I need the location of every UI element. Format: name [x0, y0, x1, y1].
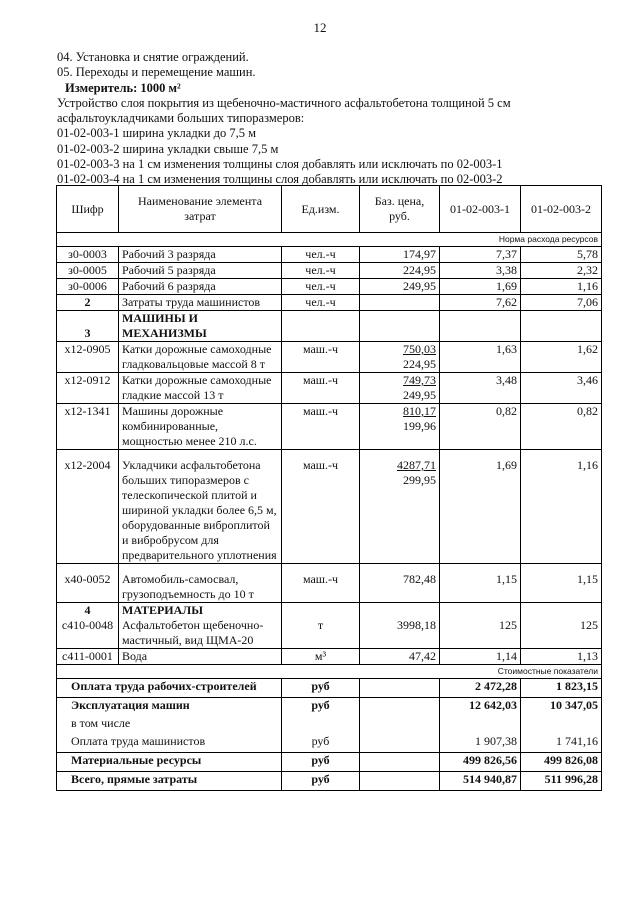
section-row-machines	[57, 311, 602, 342]
table-row	[57, 649, 602, 665]
description-line: асфальтоукладчиками больших типоразмеров:	[57, 111, 305, 126]
intro-line: 05. Переходы и перемещение машин.	[57, 65, 256, 80]
cost-name: Эксплуатация машин	[57, 698, 282, 717]
cell-v2: 1,62	[521, 342, 602, 373]
cost-v1: 2 472,28	[440, 679, 521, 698]
cost-v2: 499 826,08	[521, 753, 602, 772]
table-row	[57, 618, 602, 649]
cell-unit: м³	[282, 649, 360, 665]
cell-code: х12-2004	[57, 450, 119, 564]
table-row	[57, 263, 602, 279]
cost-unit: руб	[282, 679, 360, 698]
cell-v2: 1,16	[521, 450, 602, 564]
cell-unit: маш.-ч	[282, 404, 360, 450]
cell-v2: 1,16	[521, 279, 602, 295]
cell-code: х40-0052	[57, 564, 119, 603]
cell-v2: 3,46	[521, 373, 602, 404]
description-line: 01-02-003-3 на 1 см изменения толщины слоя добавлять или исключать по 02-003-1	[57, 157, 503, 172]
cell-unit: т	[282, 618, 360, 649]
cell-code: с411-0001	[57, 649, 119, 665]
cost-row	[57, 772, 602, 791]
cell-name: Катки дорожные самоходные гладковальцовые массой 8 т	[119, 342, 282, 373]
cell-unit: чел.-ч	[282, 247, 360, 263]
cell-code: з0-0005	[57, 263, 119, 279]
cell-v2: 1,15	[521, 564, 602, 603]
page-number: 12	[313, 20, 327, 35]
table-row	[57, 564, 602, 603]
cell-v2: 0,82	[521, 404, 602, 450]
description-line: 01-02-003-4 на 1 см изменения толщины слоя добавлять или исключать по 02-003-2	[57, 172, 503, 187]
cell-unit: маш.-ч	[282, 373, 360, 404]
header-name: Наименование элемента затрат	[119, 186, 282, 233]
section-row-materials	[57, 603, 602, 619]
cell-name: Затраты труда машинистов	[119, 295, 282, 311]
cost-row	[57, 716, 602, 734]
price-main: 4287,71	[397, 458, 436, 472]
cell-name: Рабочий 3 разряда	[119, 247, 282, 263]
cost-name: Материальные ресурсы	[57, 753, 282, 772]
header-price: Баз. цена, руб.	[360, 186, 440, 233]
document-intro	[57, 50, 617, 188]
cell-code: х12-0912	[57, 373, 119, 404]
cell-unit: маш.-ч	[282, 342, 360, 373]
cell-name: Рабочий 6 разряда	[119, 279, 282, 295]
header-unit: Ед.изм.	[282, 186, 360, 233]
table-header-row	[57, 186, 602, 233]
cell-name: Вода	[119, 649, 282, 665]
cell-v1: 3,48	[440, 373, 521, 404]
cost-v2: 511 996,28	[521, 772, 602, 791]
cost-unit: руб	[282, 698, 360, 717]
table-row	[57, 450, 602, 564]
cost-v2: 10 347,05	[521, 698, 602, 717]
cell-v2: 1,13	[521, 649, 602, 665]
cell-code: х12-1341	[57, 404, 119, 450]
cell-price: 47,42	[360, 649, 440, 665]
cell-section-title: МАШИНЫ И МЕХАНИЗМЫ	[119, 311, 282, 342]
cost-unit: руб	[282, 772, 360, 791]
cell-price	[360, 342, 440, 373]
cell-section-code: 3	[57, 311, 119, 342]
cost-v1: 499 826,56	[440, 753, 521, 772]
table-row	[57, 247, 602, 263]
cell-name: Асфальтобетон щебеночно-мастичный, вид ЩМА-20	[119, 618, 282, 649]
cell-price	[360, 404, 440, 450]
header-col2: 01-02-003-2	[521, 186, 602, 233]
table-row	[57, 279, 602, 295]
cell-v1: 7,62	[440, 295, 521, 311]
price-sub: 224,95	[403, 357, 436, 371]
cell-code: с410-0048	[57, 618, 119, 649]
cost-row	[57, 698, 602, 717]
cost-row	[57, 679, 602, 698]
cell-v1: 1,69	[440, 450, 521, 564]
cell-unit: маш.-ч	[282, 450, 360, 564]
cost-unit: руб	[282, 734, 360, 753]
cell-price: 224,95	[360, 263, 440, 279]
price-main: 749,73	[403, 373, 436, 387]
cell-v1: 1,63	[440, 342, 521, 373]
cell-v1: 7,37	[440, 247, 521, 263]
cell-unit: маш.-ч	[282, 564, 360, 603]
cell-name: Катки дорожные самоходные гладкие массой 13 т	[119, 373, 282, 404]
cell-v2: 7,06	[521, 295, 602, 311]
cell-v1: 0,82	[440, 404, 521, 450]
description-line: 01-02-003-2 ширина укладки свыше 7,5 м	[57, 141, 279, 156]
price-sub: 199,96	[403, 419, 436, 433]
intro-line: 04. Установка и снятие ограждений.	[57, 50, 249, 64]
cell-v1: 3,38	[440, 263, 521, 279]
cell-section-title: МАТЕРИАЛЫ	[119, 603, 282, 619]
table-row	[57, 373, 602, 404]
meter-line: Измеритель: 1000 м²	[65, 80, 181, 95]
cell-name: Укладчики асфальтобетона больших типоразмеров с телескопической плитой и шириной укладки более 6,5 м, оборудованные виброплитой и вибробрусом для предварительного уплотнения	[119, 450, 282, 564]
cell-price	[360, 295, 440, 311]
cell-v1: 125	[440, 618, 521, 649]
cell-price: 3998,18	[360, 618, 440, 649]
cell-v2: 125	[521, 618, 602, 649]
cell-v1: 1,14	[440, 649, 521, 665]
cost-v2: 1 741,16	[521, 734, 602, 753]
description-line: 01-02-003-1 ширина укладки до 7,5 м	[57, 126, 256, 141]
table-row	[57, 342, 602, 373]
cell-unit: чел.-ч	[282, 295, 360, 311]
cell-unit: чел.-ч	[282, 263, 360, 279]
cell-section-code: 4	[57, 603, 119, 619]
cost-v1: 514 940,87	[440, 772, 521, 791]
table-row	[57, 295, 602, 311]
cost-v2: 1 823,15	[521, 679, 602, 698]
price-main: 750,03	[403, 342, 436, 356]
cost-v1: 1 907,38	[440, 734, 521, 753]
section-norm-label: Норма расхода ресурсов	[57, 233, 602, 247]
cost-name: в том числе	[57, 716, 282, 734]
cell-price: 174,97	[360, 247, 440, 263]
cost-name: Всего, прямые затраты	[57, 772, 282, 791]
description-line: Устройство слоя покрытия из щебеночно-мастичного асфальтобетона толщиной 5 см	[57, 95, 511, 110]
cost-unit: руб	[282, 753, 360, 772]
cost-row	[57, 734, 602, 753]
price-sub: 299,95	[403, 473, 436, 487]
cost-v1: 12 642,03	[440, 698, 521, 717]
cell-price: 782,48	[360, 564, 440, 603]
price-main: 810,17	[403, 404, 436, 418]
cell-v1: 1,15	[440, 564, 521, 603]
cell-unit: чел.-ч	[282, 279, 360, 295]
table-row	[57, 404, 602, 450]
cell-price	[360, 450, 440, 564]
cell-name: Рабочий 5 разряда	[119, 263, 282, 279]
cell-code: з0-0006	[57, 279, 119, 295]
cell-v1: 1,69	[440, 279, 521, 295]
cost-row	[57, 753, 602, 772]
cell-code: х12-0905	[57, 342, 119, 373]
cell-v2: 5,78	[521, 247, 602, 263]
cell-v2: 2,32	[521, 263, 602, 279]
price-sub: 249,95	[403, 388, 436, 402]
cost-name: Оплата труда машинистов	[57, 734, 282, 753]
cell-price: 249,95	[360, 279, 440, 295]
cost-name: Оплата труда рабочих-строителей	[57, 679, 282, 698]
header-col1: 01-02-003-1	[440, 186, 521, 233]
resource-table	[56, 185, 602, 791]
cell-name: Автомобиль-самосвал, грузоподъемность до 10 т	[119, 564, 282, 603]
cell-code: 2	[57, 295, 119, 311]
section-cost-label: Стоимостные показатели	[57, 665, 602, 679]
cell-name: Машины дорожные комбинированные, мощностью менее 210 л.с.	[119, 404, 282, 450]
cell-code: з0-0003	[57, 247, 119, 263]
cell-price	[360, 373, 440, 404]
header-code: Шифр	[57, 186, 119, 233]
